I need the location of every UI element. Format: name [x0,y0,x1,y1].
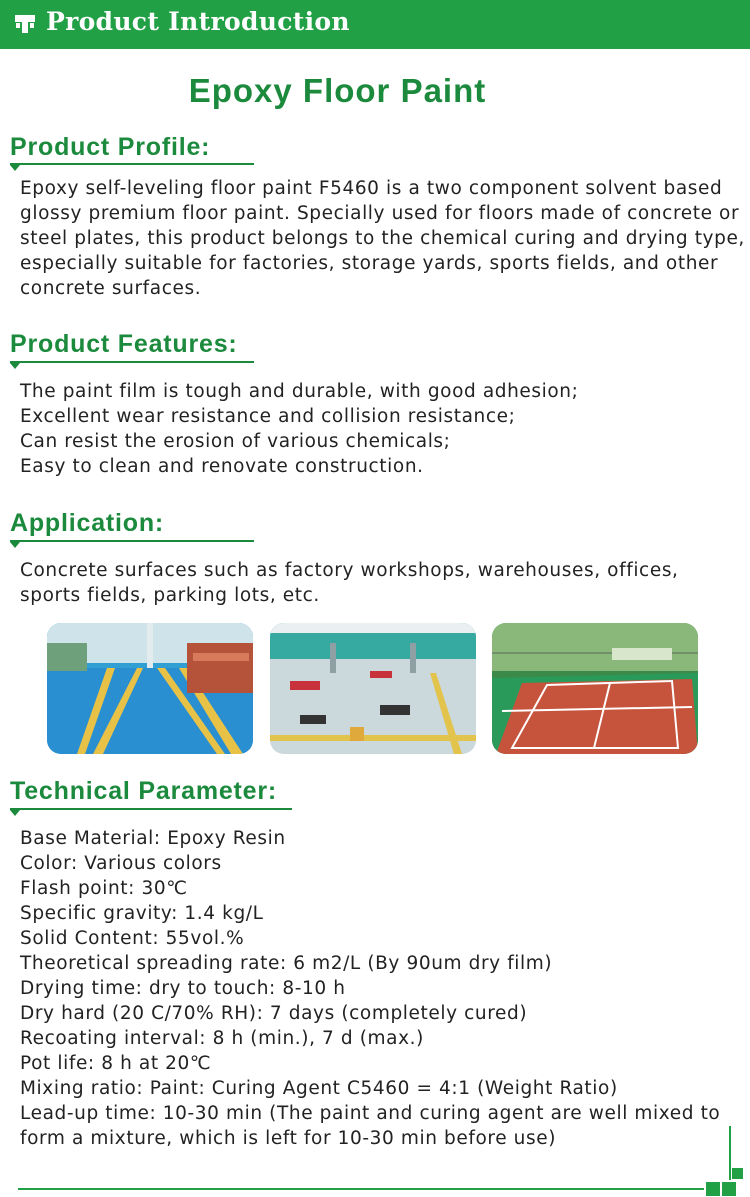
parameter-line: Base Material: Epoxy Resin [20,828,286,849]
profile-text [20,176,745,301]
parameter-line: Dry hard (20 C/70% RH): 7 days (completely cured) [20,1003,528,1024]
tennis-court-photo [492,623,698,754]
section-heading-technical: Technical Parameter: [10,777,278,805]
application-text [20,558,738,608]
features-text [20,379,738,479]
factory-workshop-floor-photo [47,623,253,754]
parameter-line: Theoretical spreading rate: 6 m2/L (By 90um dry film) [20,953,553,974]
section-heading-features: Product Features: [10,330,238,358]
parameter-line: Pot life: 8 h at 20℃ [20,1053,212,1074]
section-underline [10,163,254,165]
parameter-line: Recoating interval: 8 h (min.), 7 d (max.) [20,1028,424,1049]
parameter-line: Drying time: dry to touch: 8-10 h [20,978,346,999]
parameter-line: Specific gravity: 1.4 kg/L [20,903,264,924]
parameter-line: Color: Various colors [20,853,222,874]
application-line: sports fields, parking lots, etc. [20,585,320,606]
profile-line: Epoxy self-leveling floor paint F5460 is a two component solvent based [20,178,723,199]
profile-line: concrete surfaces. [20,278,202,299]
section-heading-application: Application: [10,509,165,537]
parking-garage-floor-photo [270,623,476,754]
header-title: Product Introduction [46,7,350,36]
parameter-line: Flash point: 30℃ [20,878,188,899]
parameter-line: Lead-up time: 10-30 min (The paint and curing agent are well mixed to [20,1103,721,1124]
green-squares-decoration-icon [706,1166,746,1197]
profile-line: steel plates, this product belongs to the chemical curing and drying type, [20,228,745,249]
page-title: Epoxy Floor Paint [188,72,487,109]
feature-line: Excellent wear resistance and collision resistance; [20,406,516,427]
technical-text [20,826,738,1151]
header-bar [0,0,750,49]
parameter-line: form a mixture, which is left for 10-30 min before use) [20,1128,557,1149]
section-underline [10,540,254,542]
section-underline [10,361,254,363]
feature-line: Easy to clean and renovate construction. [20,456,424,477]
section-underline [10,808,292,810]
profile-line: glossy premium floor paint. Specially used for floors made of concrete or [20,203,740,224]
green-leaf-logo-icon [14,13,36,35]
section-heading-profile: Product Profile: [10,133,211,161]
application-line: Concrete surfaces such as factory workshops, warehouses, offices, [20,560,679,581]
feature-line: Can resist the erosion of various chemicals; [20,431,451,452]
footer-divider [18,1188,704,1190]
parameter-line: Mixing ratio: Paint: Curing Agent C5460 = 4:1 (Weight Ratio) [20,1078,618,1099]
parameter-line: Solid Content: 55vol.% [20,928,245,949]
feature-line: The paint film is tough and durable, with good adhesion; [20,381,579,402]
profile-line: especially suitable for factories, storage yards, sports fields, and other [20,253,719,274]
